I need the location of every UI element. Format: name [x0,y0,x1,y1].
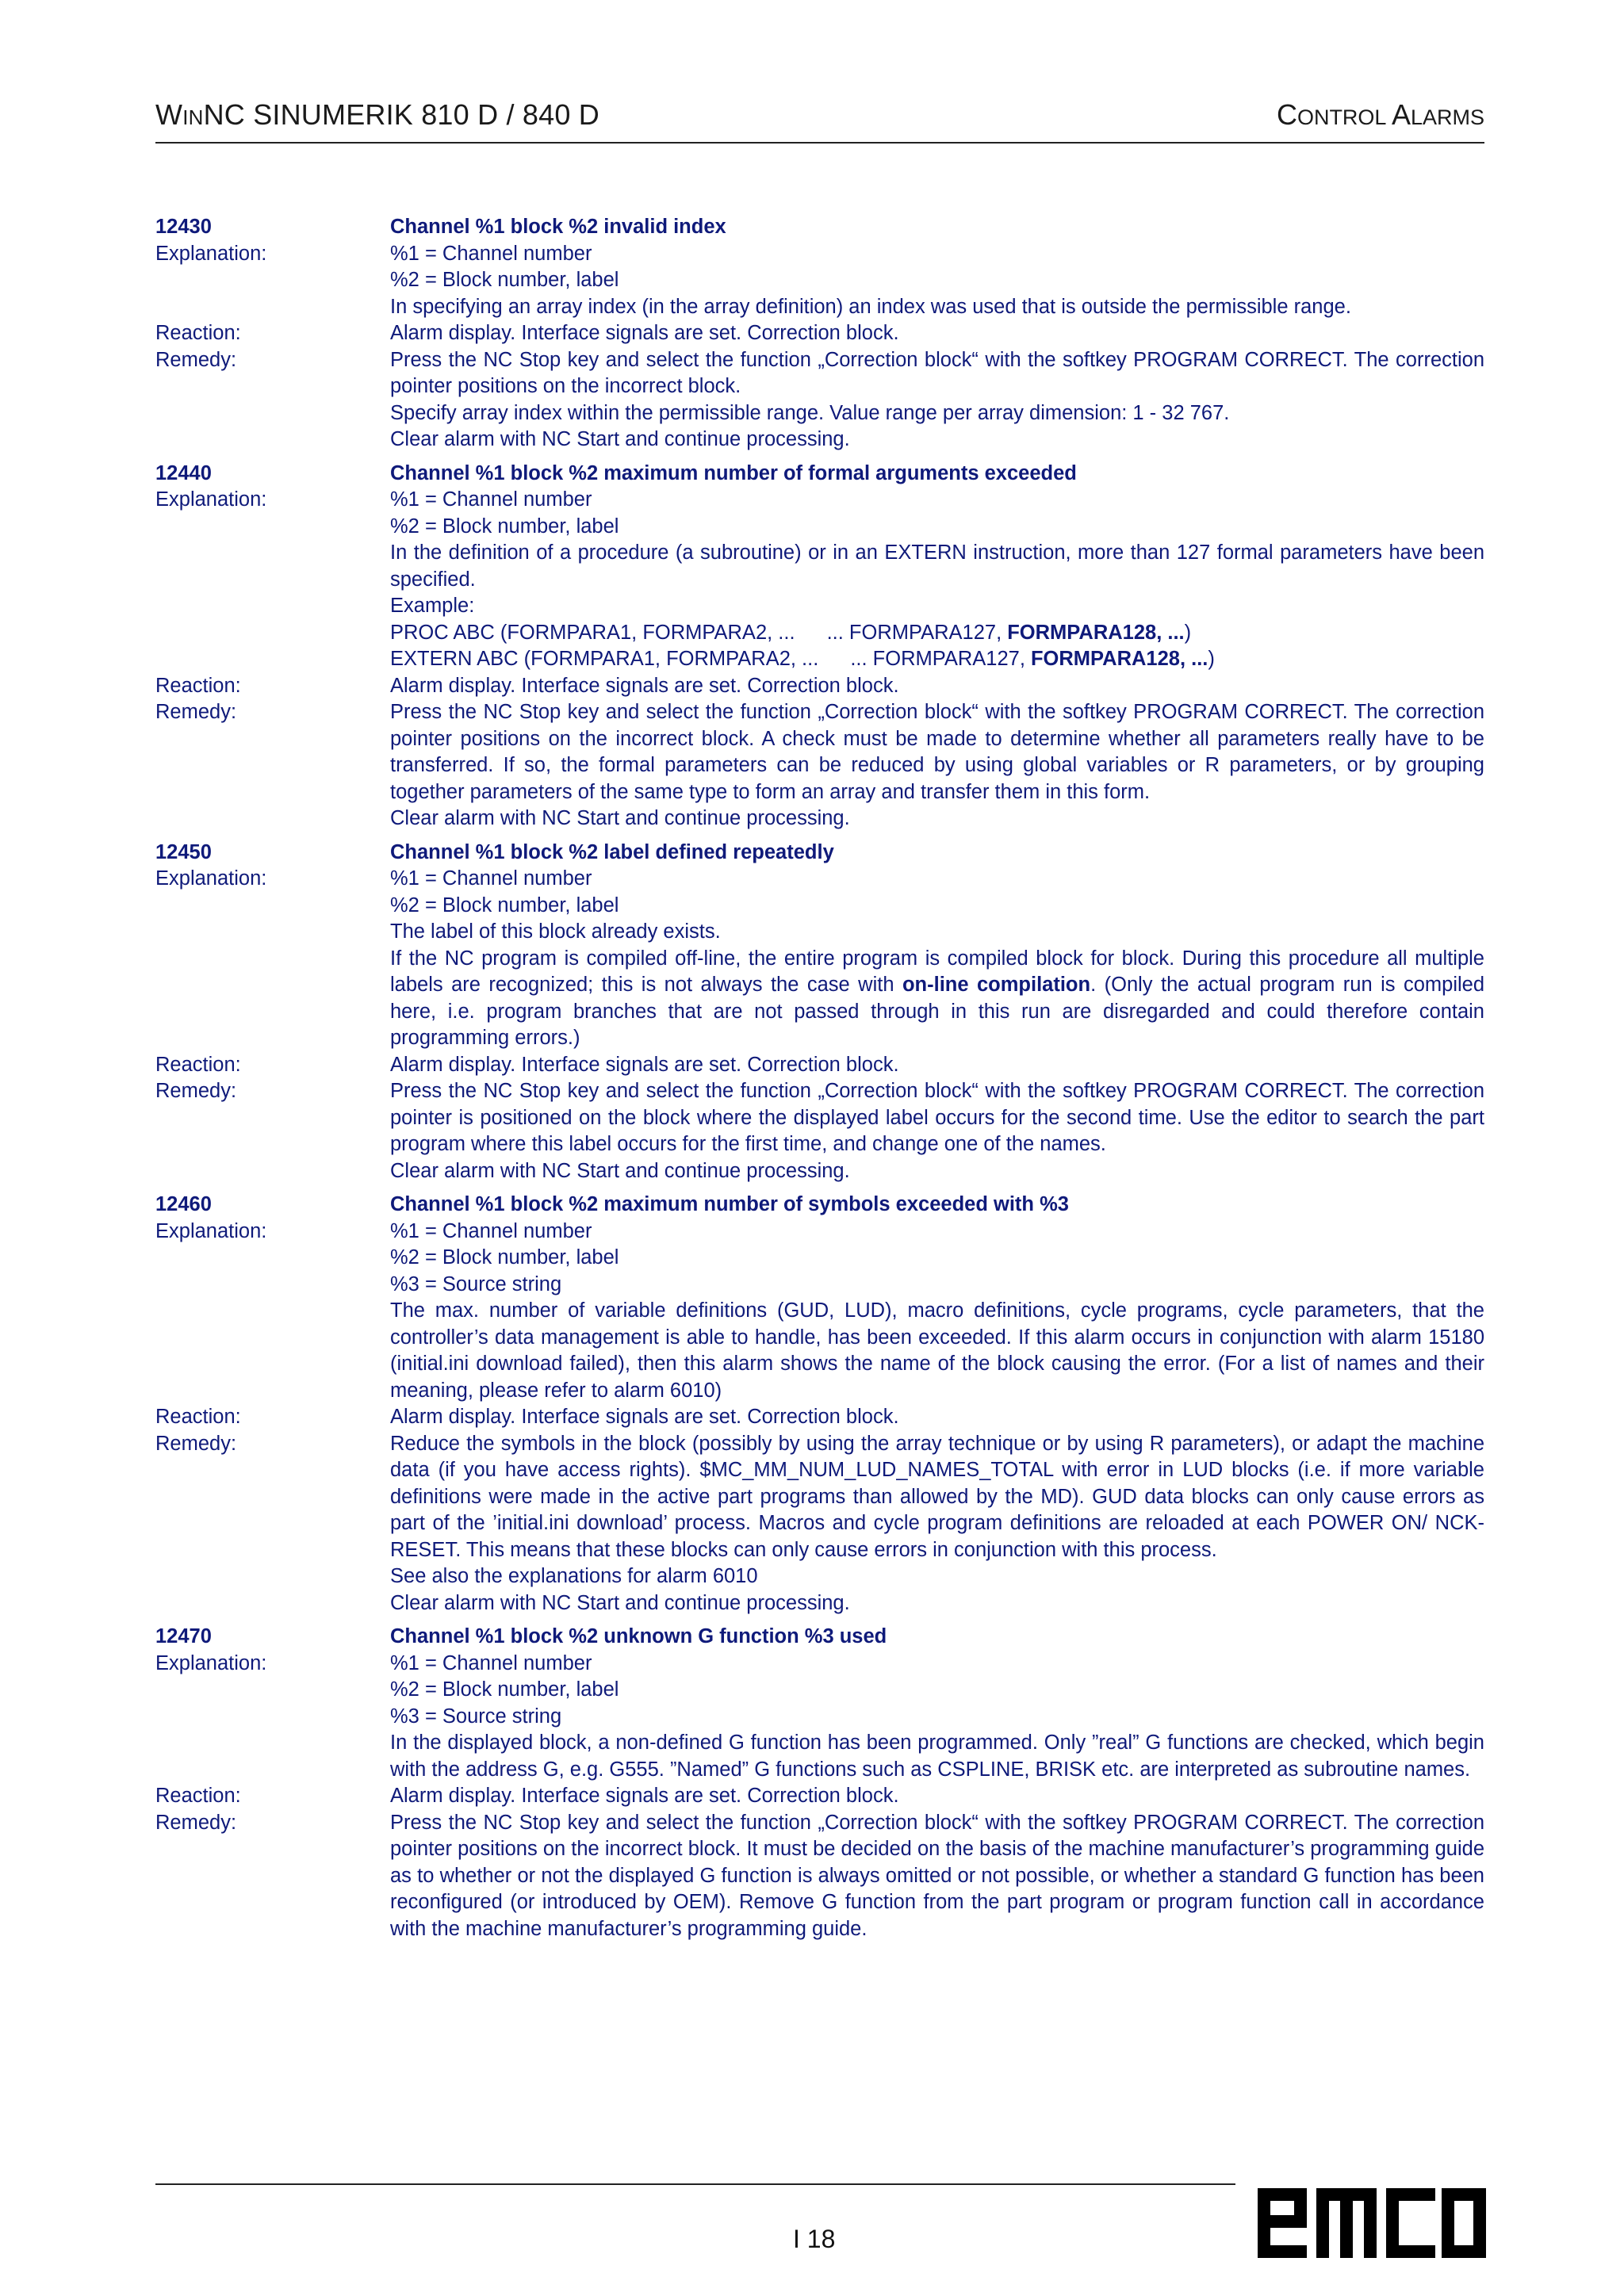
remedy-line: Clear alarm with NC Start and continue processing. [390,428,850,450]
explanation-line: In the definition of a procedure (a subroutine) or in an EXTERN instruction, more than 127 formal parameters have been specified. [390,541,1484,591]
explanation-line: %1 = Channel number [390,242,592,265]
explanation-line: %1 = Channel number [390,867,592,890]
remedy-line: Press the NC Stop key and select the function „Correction block“ with the softkey PROGRAM CORRECT. The correction pointer positions on the incorrect block. A check must be made to determine whether all parameters really have to be transferred. If so, the formal parameters can be reduced by using global variables or R parameters, or by grouping together parameters of the same type to form an array and transfer them in this form. [390,701,1484,803]
explanation-line: Example: [390,595,475,617]
alarm-code: 12460 [155,1193,212,1215]
section-title: CONTROL ALARMS [1276,98,1484,131]
remedy-line: Press the NC Stop key and select the function „Correction block“ with the softkey PROGRAM CORRECT. The correction pointer is positioned on the block where the displayed label occurs for the second time. Use the editor to search the part program where this label occurs for the first time, and change one of the names. [390,1080,1484,1155]
reaction-text: Alarm display. Interface signals are set. Correction block. [390,1053,899,1076]
remedy-line: Specify array index within the permissible range. Value range per array dimension: 1 - 32 767. [390,401,1230,424]
explanation-line: %2 = Block number, label [390,1246,619,1269]
alarm-title: Channel %1 block %2 label defined repeatedly [390,840,834,863]
explanation-line: %3 = Source string [390,1705,562,1728]
explanation-paragraph: If the NC program is compiled off-line, the entire program is compiled block for block. During this procedure all multiple labels are recognized; this is not always the case with on-line compilation. (Only the actual program run is compiled here, i.e. program branches that are not passed through in this run are disregarded and could therefore contain programming errors.) [390,947,1485,1049]
explanation-line: %2 = Block number, label [390,894,619,916]
reaction-text: Alarm display. Interface signals are set. Correction block. [390,674,899,697]
alarm-title: Channel %1 block %2 maximum number of formal arguments exceeded [390,461,1077,484]
footer-divider [155,2183,1235,2185]
explanation-label: Explanation: [155,1219,267,1242]
explanation-line: %2 = Block number, label [390,269,619,291]
reaction-text: Alarm display. Interface signals are set. Correction block. [390,322,899,344]
remedy-line: Clear alarm with NC Start and continue processing. [390,807,850,829]
remedy-label: Remedy: [155,1811,237,1834]
header-divider [155,142,1484,144]
alarm-title: Channel %1 block %2 maximum number of symbols exceeded with %3 [390,1193,1069,1215]
remedy-label: Remedy: [155,1432,237,1455]
explanation-line: %1 = Channel number [390,1219,592,1242]
alarm-entry-12460 [155,1192,1484,1617]
explanation-label: Explanation: [155,242,267,265]
alarm-title: Channel %1 block %2 invalid index [390,216,726,238]
alarm-code: 12470 [155,1625,212,1647]
explanation-line: The max. number of variable definitions (GUD, LUD), macro definitions, cycle programs, cycle parameters, that the controller’s data management is able to handle, has been exceeded. If this alarm occurs in conjunction with alarm 15180 (initial.ini download failed), then this alarm shows the name of the block causing the error. (For a list of names and their meaning, please refer to alarm 6010) [390,1299,1484,1402]
explanation-line: %1 = Channel number [390,488,592,511]
alarm-entry-12440 [155,461,1484,832]
remedy-line: Press the NC Stop key and select the function „Correction block“ with the softkey PROGRAM CORRECT. The correction pointer positions on the incorrect block. It must be decided on the basis of the machine manufacturer’s programming guide as to whether or not the displayed G function is always omitted or not possible, or whether a standard G function has been reconfigured (or introduced by OEM). Remove G function from the part program or program function call in accordance with the machine manufacturer’s programming guide. [390,1811,1484,1940]
example-line-proc: PROC ABC (FORMPARA1, FORMPARA2, ... ... FORMPARA127, FORMPARA128, ...) [390,621,1192,644]
explanation-line: In the displayed block, a non-defined G function has been programmed. Only ”real” G functions are checked, which begin with the address G, e.g. G555. ”Named” G functions such as CSPLINE, BRISK etc. are interpreted as subroutine names. [390,1732,1484,1781]
remedy-label: Remedy: [155,348,237,371]
remedy-line: Reduce the symbols in the block (possibly by using the array technique or by using R parameters), or adapt the machine data (if you have access rights). $MC_MM_NUM_LUD_NAMES_TOTAL with error in LUD blocks (i.e. if more variable definitions were made in the active part programs than allowed by the MD). GUD data blocks can only cause errors as part of the ’initial.ini download’ process. Macros and cycle program definitions are reloaded at each POWER ON/ NCK-RESET. This means that these blocks can only cause errors in conjunction with this process. [390,1432,1484,1561]
alarm-entry-12430 [155,214,1484,453]
remedy-line: Clear alarm with NC Start and continue processing. [390,1159,850,1182]
reaction-label: Reaction: [155,322,241,344]
remedy-label: Remedy: [155,1080,237,1102]
reaction-label: Reaction: [155,1053,241,1076]
alarm-title: Channel %1 block %2 unknown G function %3 used [390,1625,887,1647]
alarm-entry-12450 [155,840,1484,1185]
alarm-list [155,214,1484,1950]
explanation-line: %1 = Channel number [390,1651,592,1674]
explanation-line: The label of this block already exists. [390,920,721,943]
explanation-line: %2 = Block number, label [390,515,619,538]
page-number: I 18 [793,2225,836,2253]
reaction-text: Alarm display. Interface signals are set. Correction block. [390,1785,899,1807]
explanation-line: In specifying an array index (in the array definition) an index was used that is outside the permissible range. [390,295,1351,318]
remedy-label: Remedy: [155,701,237,723]
reaction-label: Reaction: [155,1785,241,1807]
explanation-line: %2 = Block number, label [390,1678,619,1701]
emco-logo [1258,2188,1486,2258]
remedy-line: Press the NC Stop key and select the function „Correction block“ with the softkey PROGRAM CORRECT. The correction pointer positions on the incorrect block. [390,348,1484,397]
reaction-label: Reaction: [155,674,241,697]
explanation-label: Explanation: [155,488,267,511]
example-line-extern: EXTERN ABC (FORMPARA1, FORMPARA2, ... ... FORMPARA127, FORMPARA128, ...) [390,648,1215,670]
document-title: WINNC SINUMERIK 810 D / 840 D [155,98,599,131]
explanation-label: Explanation: [155,1651,267,1674]
alarm-code: 12450 [155,840,212,863]
remedy-line: Clear alarm with NC Start and continue processing. [390,1591,850,1614]
reaction-text: Alarm display. Interface signals are set. Correction block. [390,1406,899,1428]
alarm-code: 12430 [155,216,212,238]
explanation-label: Explanation: [155,867,267,890]
explanation-line: %3 = Source string [390,1272,562,1295]
reaction-label: Reaction: [155,1406,241,1428]
alarm-code: 12440 [155,461,212,484]
remedy-line: See also the explanations for alarm 6010 [390,1565,758,1587]
alarm-entry-12470 [155,1624,1484,1942]
